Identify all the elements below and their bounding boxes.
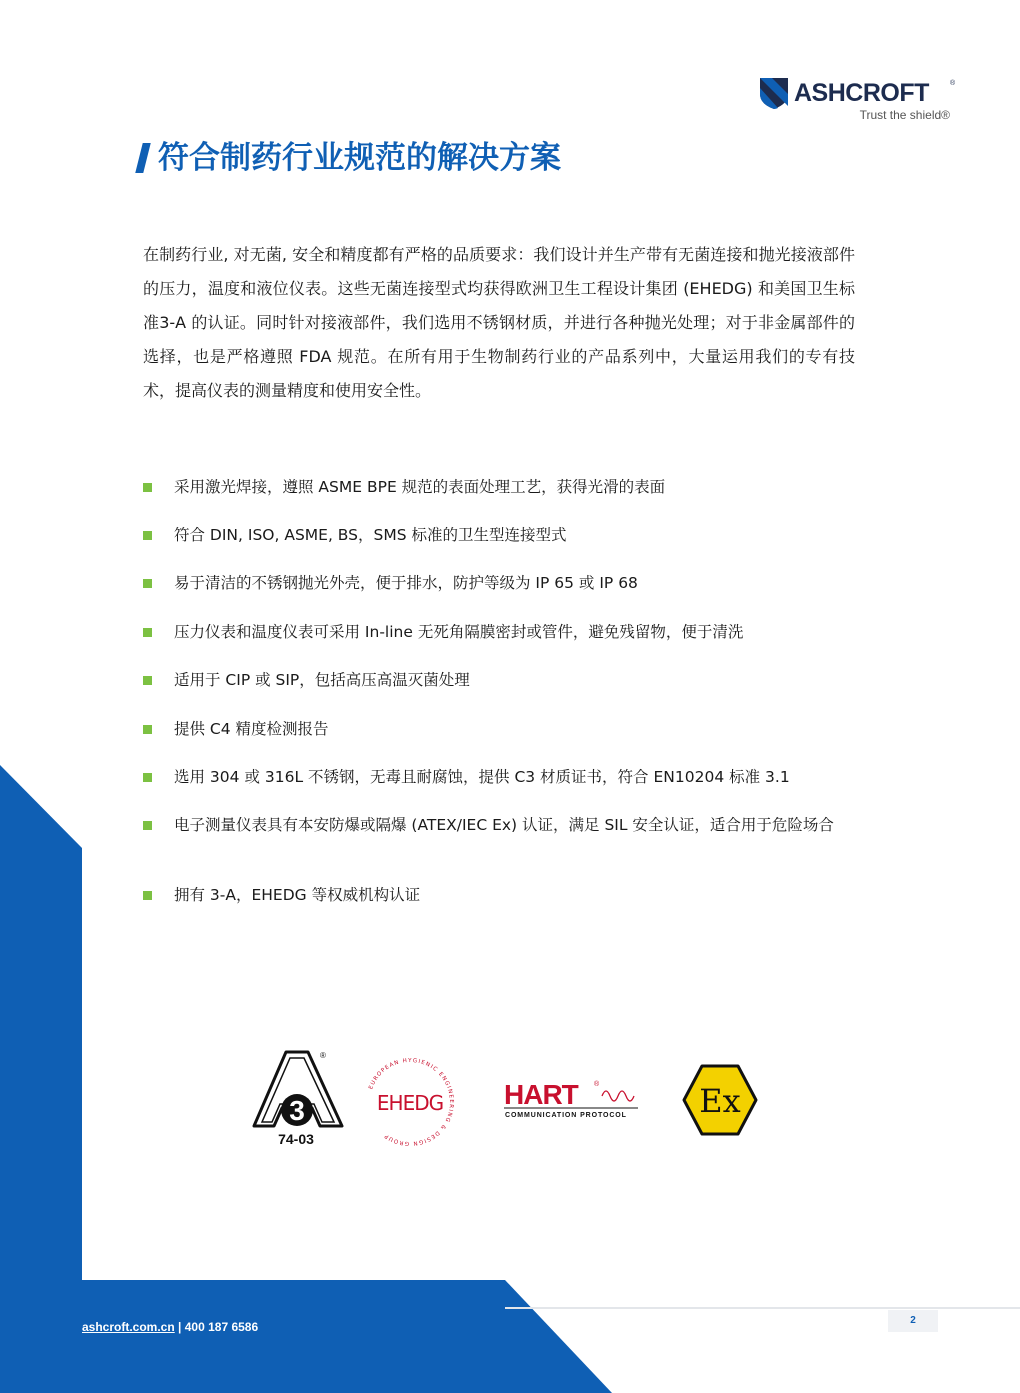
- page-title: 符合制药行业规范的解决方案: [158, 140, 561, 176]
- three-a-registered: ®: [320, 1051, 326, 1060]
- brand-name: ASHCROFT: [794, 79, 929, 107]
- hart-name: HART: [504, 1079, 578, 1110]
- shield-icon: [758, 76, 790, 110]
- square-bullet-icon: [143, 725, 152, 734]
- feature-text: 电子测量仪表具有本安防爆或隔爆 (ATEX/IEC Ex) 认证，满足 SIL 安全认证，适合用于危险场合: [174, 816, 834, 834]
- footer-website-link[interactable]: ashcroft.com.cn: [82, 1320, 175, 1334]
- ex-symbol: Ex: [699, 1082, 741, 1120]
- footer-separator: |: [178, 1320, 182, 1334]
- three-a-code: 74-03: [278, 1131, 314, 1147]
- ehedg-name: EHEDG: [376, 1091, 444, 1115]
- ehedg-ring-text: EUROPEAN HYGIENIC ENGINEERING & DESIGN GROUP: [368, 1057, 455, 1147]
- footer-phone: 400 187 6586: [184, 1320, 259, 1334]
- footer-contact: [82, 1320, 258, 1334]
- feature-text: 提供 C4 精度检测报告: [174, 720, 329, 738]
- brand-tagline: Trust the shield®: [859, 108, 950, 122]
- square-bullet-icon: [143, 483, 152, 492]
- hart-registered: ®: [594, 1081, 600, 1088]
- square-bullet-icon: [143, 676, 152, 685]
- square-bullet-icon: [143, 891, 152, 900]
- feature-text: 适用于 CIP 或 SIP，包括高压高温灭菌处理: [174, 671, 470, 689]
- hart-logo: [502, 1076, 642, 1126]
- certification-logos: [250, 1048, 770, 1158]
- feature-text: 符合 DIN, ISO, ASME, BS，SMS 标准的卫生型连接型式: [174, 526, 567, 544]
- feature-text: 采用激光焊接，遵照 ASME BPE 规范的表面处理工艺，获得光滑的表面: [174, 478, 666, 496]
- square-bullet-icon: [143, 773, 152, 782]
- ehedg-logo: [360, 1052, 460, 1152]
- three-a-logo: [250, 1048, 350, 1150]
- intro-paragraph: 在制药行业, 对无菌, 安全和精度都有严格的品质要求：我们设计并生产带有无菌连接和抛光接液部件的压力，温度和液位仪表。这些无菌连接型式均获得欧洲卫生工程设计集团 (EHEDG) 和美国卫生标准3-A 的认证。同时针对接液部件，我们选用不锈钢材质，并进行各种抛光处理；对于非金属部件的选择，也是严格遵照 FDA 规范。在所有用于生物制药行业的产品系列中，大量运用我们的专有技术，提高仪表的测量精度和使用安全性。: [143, 245, 855, 400]
- square-bullet-icon: [143, 579, 152, 588]
- square-bullet-icon: [143, 628, 152, 637]
- square-bullet-icon: [143, 531, 152, 540]
- page-number: 2: [888, 1310, 938, 1332]
- brand-registered-mark: ®: [950, 80, 956, 87]
- hart-subtitle: COMMUNICATION PROTOCOL: [505, 1112, 627, 1119]
- feature-text: 选用 304 或 316L 不锈钢，无毒且耐腐蚀，提供 C3 材质证书，符合 EN10204 标准 3.1: [174, 768, 790, 786]
- ashcroft-logo: [758, 76, 958, 124]
- ex-logo: [682, 1064, 758, 1136]
- three-a-number: 3: [289, 1095, 305, 1126]
- feature-text: 易于清洁的不锈钢抛光外壳，便于排水，防护等级为 IP 65 或 IP 68: [174, 574, 638, 592]
- feature-text: 压力仪表和温度仪表可采用 In-line 无死角隔膜密封或管件，避免残留物，便于清洗: [174, 623, 744, 641]
- feature-text: 拥有 3-A，EHEDG 等权威机构认证: [174, 886, 421, 904]
- square-bullet-icon: [143, 821, 152, 830]
